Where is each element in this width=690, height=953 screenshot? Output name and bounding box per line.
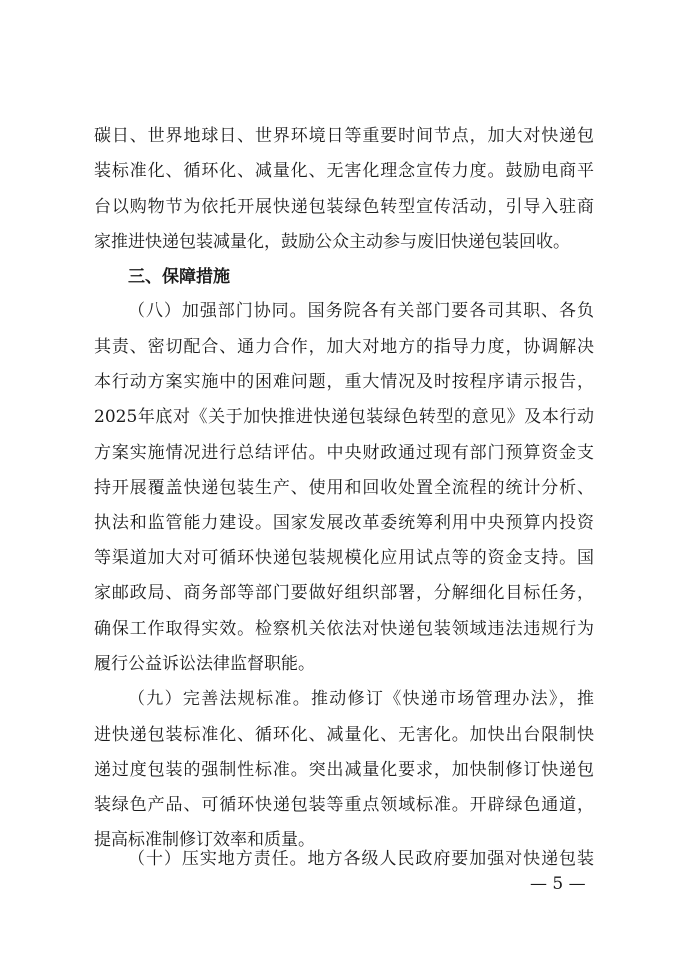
- paragraph-line: 家推进快递包装减量化，鼓励公众主动参与废旧快递包装回收。: [94, 232, 570, 252]
- paragraph-line: 国务院各有关部门要各司其职、各负: [307, 301, 595, 321]
- paragraph-line: 地方各级人民政府要加强对快递包装: [307, 849, 595, 869]
- paragraph-line: 台以购物节为依托开展快递包装绿色转型宣传活动，引导入驻商: [94, 197, 594, 217]
- paragraph-line: 碳日、世界地球日、世界环境日等重要时间节点，加大对快递包: [94, 126, 594, 146]
- item10-first-line: [128, 848, 594, 870]
- paragraph-line: 持开展覆盖快递包装生产、使用和回收处置全流程的统计分析、: [94, 478, 594, 498]
- paragraph-line: 其责、密切配合、通力合作，加大对地方的指导力度，协调解决: [94, 337, 594, 357]
- paragraph-line: 履行公益诉讼法律监督职能。: [94, 654, 315, 674]
- paragraph-line: 等渠道加大对可循环快递包装规模化应用试点等的资金支持。国: [94, 548, 594, 568]
- section-heading: 三、保障措施: [128, 267, 230, 287]
- item9-lead: （九）完善法规标准。: [128, 689, 311, 709]
- item8-lead: （八）加强部门协同。: [128, 301, 308, 321]
- paragraph-line: 装绿色产品、可循环快递包装等重点领域标准。开辟绿色通道，: [94, 795, 594, 815]
- item10-lead: （十）压实地方责任。: [128, 849, 308, 869]
- paragraph-line: 本行动方案实施中的困难问题，重大情况及时按程序请示报告，: [94, 372, 594, 392]
- paragraph-line: 2025年底对《关于加快推进快递包装绿色转型的意见》及本行动: [94, 407, 594, 427]
- paragraph-line: 家邮政局、商务部等部门要做好组织部署，分解细化目标任务，: [94, 583, 594, 603]
- paragraph-line: 提高标准制修订效率和质量。: [94, 830, 315, 850]
- paragraph-line: 进快递包装标准化、循环化、减量化、无害化。加快出台限制快: [94, 725, 594, 745]
- paragraph-line: 装标准化、循环化、减量化、无害化理念宣传力度。鼓励电商平: [94, 161, 594, 181]
- item8-first-line: [128, 300, 594, 322]
- paragraph-line: 递过度包装的强制性标准。突出减量化要求，加快制修订快递包: [94, 760, 594, 780]
- paragraph-line: 推动修订《快递市场管理办法》，推: [311, 689, 594, 709]
- paragraph-line: 方案实施情况进行总结评估。中央财政通过现有部门预算资金支: [94, 443, 594, 463]
- paragraph-line: 执法和监管能力建设。国家发展改革委统筹利用中央预算内投资: [94, 513, 594, 533]
- paragraph-line: 确保工作取得实效。检察机关依法对快递包装领域违法违规行为: [94, 619, 594, 639]
- item9-first-line: [128, 688, 594, 710]
- page-number: — 5 —: [530, 874, 586, 894]
